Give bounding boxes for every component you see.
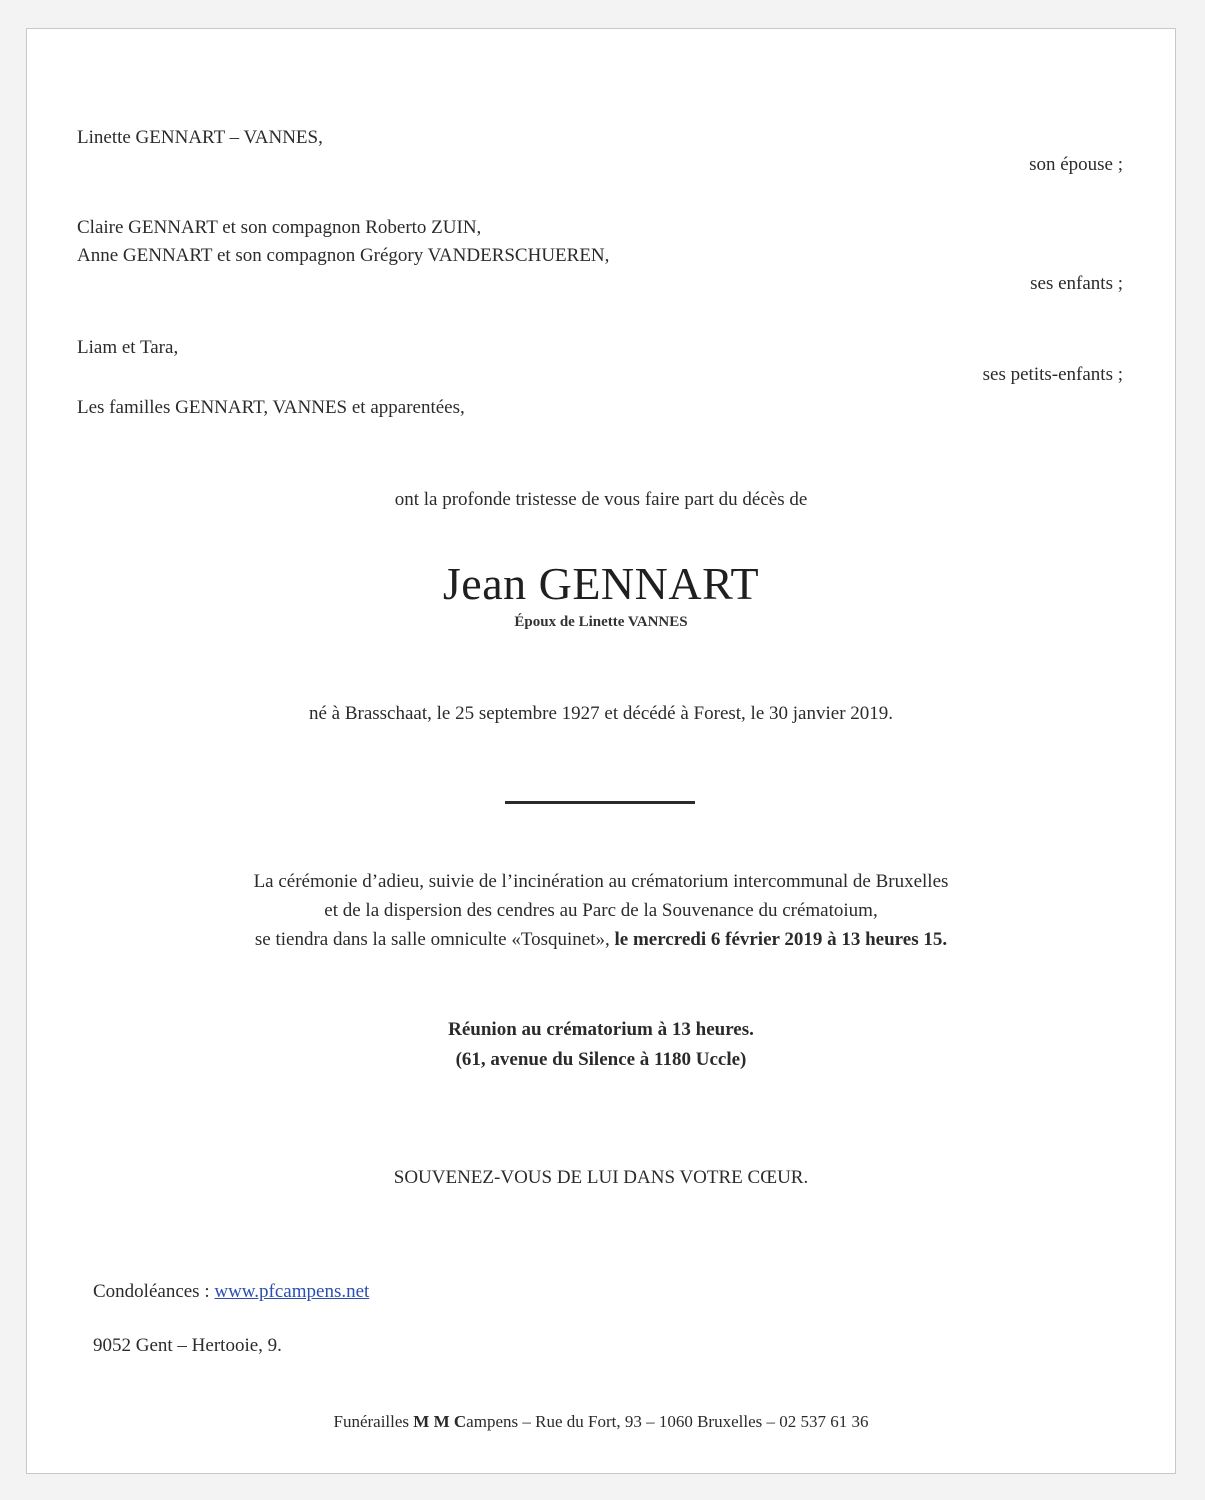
spouse-role: son épouse ; — [1029, 154, 1123, 175]
announcement: ont la profonde tristesse de vous faire part du décès de — [394, 489, 808, 510]
condolences-line — [93, 1280, 369, 1304]
ceremony-line-1: La cérémonie d’adieu, suivie de l’incinération au crématorium intercommunal de Bruxelles — [253, 871, 949, 892]
families-line: Les familles GENNART, VANNES et apparentées, — [77, 397, 465, 418]
meeting-line-1: Réunion au crématorium à 13 heures. — [448, 1019, 754, 1040]
footer-initial-c: C — [453, 1412, 467, 1431]
address-line: 9052 Gent – Hertooie, 9. — [93, 1335, 282, 1356]
grandchildren-role: ses petits-enfants ; — [982, 364, 1123, 385]
funeral-home-footer — [27, 1410, 1175, 1434]
ceremony-line-2: et de la dispersion des cendres au Parc de la Souvenance du crématoium, — [324, 900, 878, 921]
condolences-link[interactable]: www.pfcampens.net — [214, 1281, 370, 1302]
ceremony-datetime: le mercredi 6 février 2019 à 13 heures 15. — [614, 929, 948, 950]
ceremony-line-3 — [27, 928, 1175, 952]
grandchildren-line: Liam et Tara, — [77, 337, 179, 358]
footer-initial-m2: M — [433, 1412, 450, 1431]
deceased-name: Jean GENNART — [442, 558, 760, 609]
deceased-spouse-of: Époux de Linette VANNES — [514, 614, 688, 630]
condolences-label: Condoléances : — [93, 1281, 215, 1302]
children-role: ses enfants ; — [1030, 273, 1123, 294]
birth-death-dates: né à Brasschaat, le 25 septembre 1927 et décédé à Forest, le 30 janvier 2019. — [308, 703, 894, 724]
footer-initial-m1: M — [413, 1412, 430, 1431]
obituary-card — [26, 28, 1176, 1474]
meeting-line-2: (61, avenue du Silence à 1180 Uccle) — [455, 1049, 747, 1070]
ceremony-location: se tiendra dans la salle omniculte «Tosquinet», — [254, 929, 615, 950]
child-line-2: Anne GENNART et son compagnon Grégory VANDERSCHUEREN, — [77, 245, 610, 266]
divider-line — [505, 801, 695, 804]
spouse-line: Linette GENNART – VANNES, — [77, 127, 323, 148]
footer-rest: ampens – Rue du Fort, 93 – 1060 Bruxelles – 02 537 61 36 — [466, 1412, 869, 1431]
child-line-1: Claire GENNART et son compagnon Roberto ZUIN, — [77, 217, 482, 238]
remember-line: SOUVENEZ-VOUS DE LUI DANS VOTRE CŒUR. — [393, 1167, 809, 1188]
footer-prefix: Funérailles — [333, 1412, 414, 1431]
